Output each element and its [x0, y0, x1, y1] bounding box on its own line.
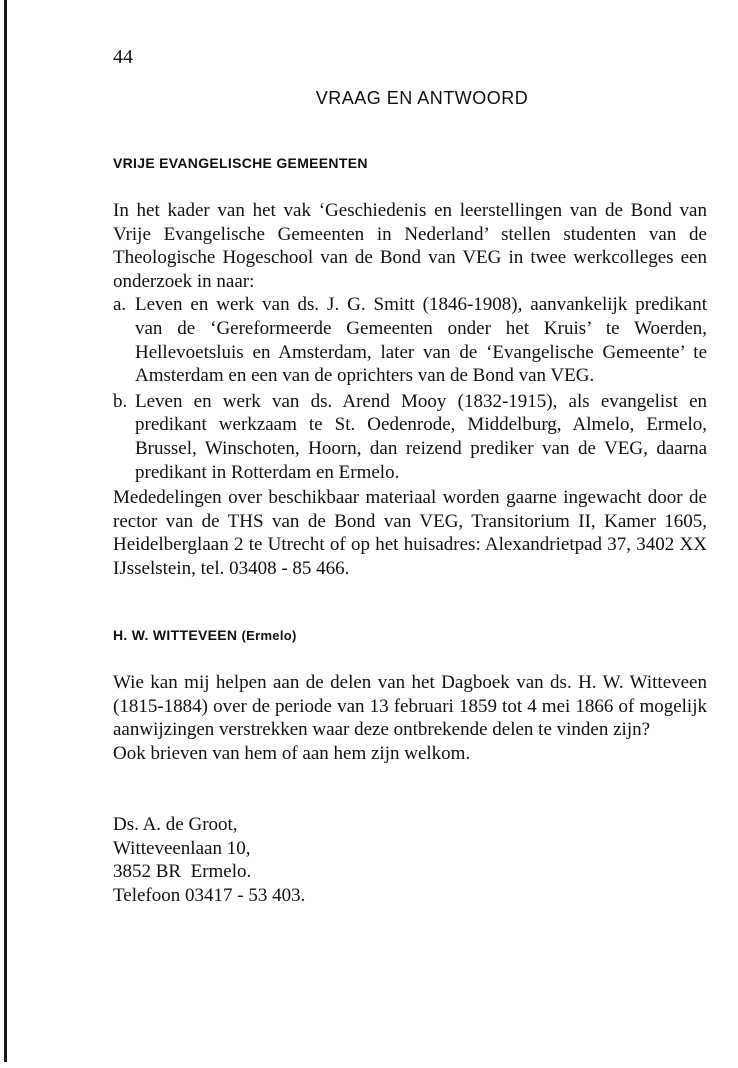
intro-paragraph: In het kader van het vak ‘Geschiedenis en leerstellingen van de Bond van Vrije Evangelische Gemeenten in Nederland’ stellen studenten van de Theologische Hogeschool van de Bond van VEG in twee werkcolleges een onderzoek in naar: — [113, 200, 707, 292]
section-heading-witteveen — [113, 626, 297, 645]
page-title: VRAAG EN ANTWOORD — [315, 88, 529, 108]
signature-block — [113, 813, 305, 907]
list-item-text: Leven en werk van ds. Arend Mooy (1832-1915), als evangelist en predikant werkzaam te St. Oedenrode, Middelburg, Almelo, Ermelo, Brussel, Winschoten, Hoorn, dan reizend prediker van de VEG, daarna predikant in Rotterdam en Ermelo. — [135, 390, 707, 483]
list-item-text: Leven en werk van ds. J. G. Smitt (1846-1908), aanvankelijk predikant van de ‘Gereformeerde Gemeenten onder het Kruis’ te Woerden, Hellevoetsluis en Amsterdam, later van de ‘Evangelische Gemeente’ te Amsterdam en een van de oprichters van de Bond van VEG. — [135, 294, 707, 387]
list-marker: a. — [113, 294, 127, 316]
signature-city: 3852 BR Ermelo. — [113, 861, 252, 882]
heading-location: (Ermelo) — [241, 628, 297, 643]
section-heading-vrije-evangelische-gemeenten: VRIJE EVANGELISCHE GEMEENTEN — [113, 155, 368, 171]
section-vrije-evangelische-gemeenten — [113, 199, 707, 581]
signature-street: Witteveenlaan 10, — [113, 837, 251, 859]
list-marker: b. — [113, 390, 128, 412]
list-item-a — [113, 293, 707, 387]
page-number: 44 — [113, 46, 133, 68]
signature-name: Ds. A. de Groot, — [113, 814, 238, 835]
list-item-b — [113, 390, 707, 484]
signature-phone: Telefoon 03417 - 53 403. — [113, 884, 306, 906]
question-paragraph: Wie kan mij helpen aan de delen van het Dagboek van ds. H. W. Witteveen (1815-1884) over de periode van 13 februari 1859 tot 4 mei 1866 of mogelijk aanwijzingen verstrekken waar deze ontbrekende delen te vinden zijn? — [113, 672, 707, 741]
closing-paragraph: Mededelingen over beschikbaar materiaal worden gaarne ingewacht door de rector van de THS van de Bond van VEG, Transitorium II, Kamer 1605, Heidelberglaan 2 te Utrecht of op het huisadres: Alexandrietpad 37, 3402 XX IJsselstein, tel. 03408 - 85 466. — [113, 487, 707, 579]
page-margin-rule — [4, 0, 7, 1062]
section-witteveen — [113, 671, 707, 765]
heading-name: H. W. WITTEVEEN — [113, 627, 238, 643]
letters-paragraph: Ook brieven van hem of aan hem zijn welkom. — [113, 742, 471, 764]
